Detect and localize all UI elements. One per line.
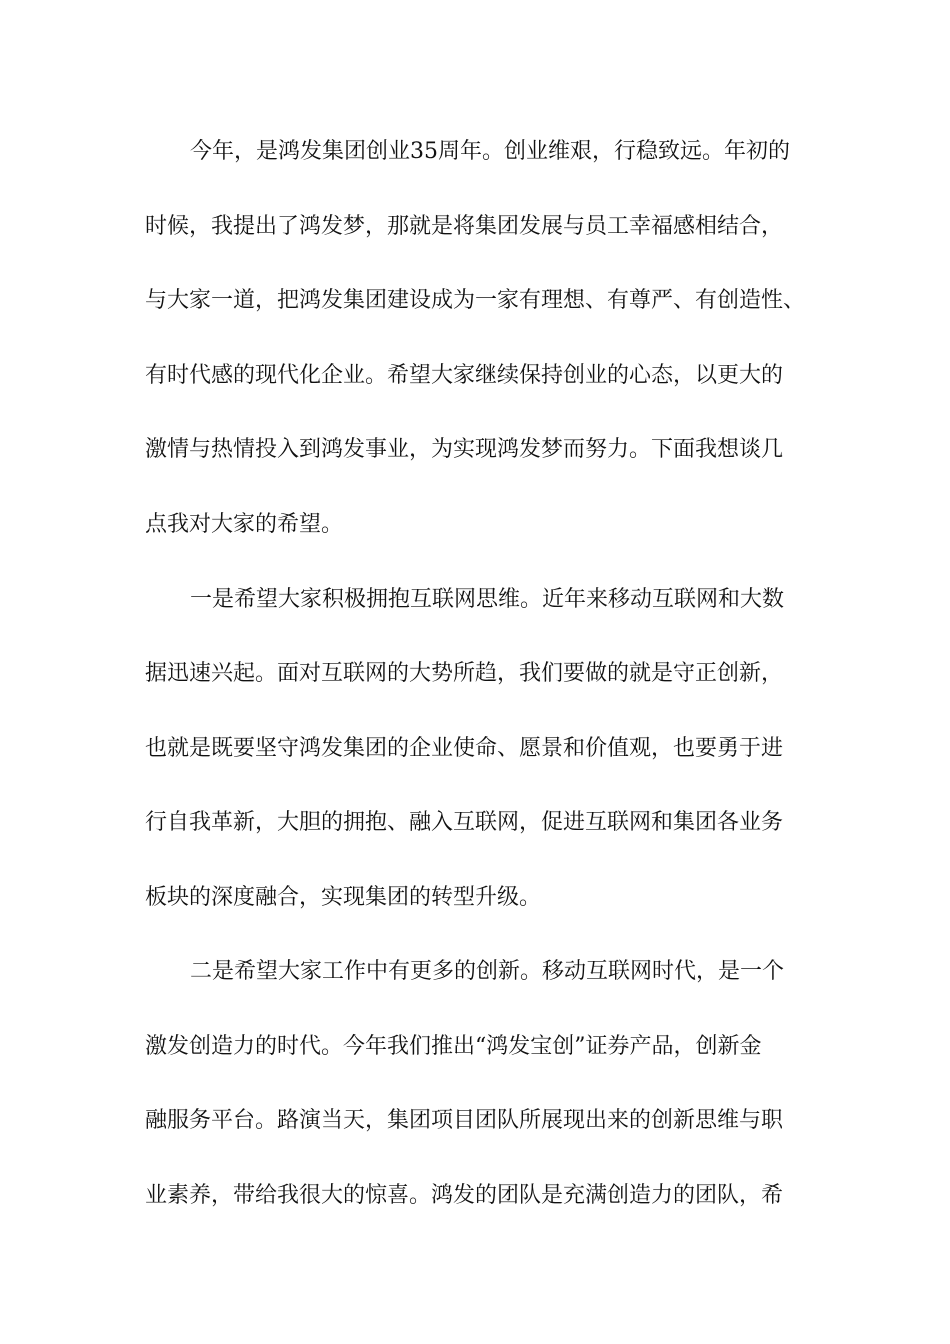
paragraph-1-line-6: 点我对大家的希望。 <box>145 512 344 537</box>
paragraph-2-line-5: 板块的深度融合，实现集团的转型升级。 <box>145 885 542 910</box>
paragraph-1-line-1: 今年，是鸿发集团创业35周年。创业维艰，行稳致远。年初的 <box>190 139 790 164</box>
paragraph-2-line-1: 一是希望大家积极拥抱互联网思维。近年来移动互联网和大数 <box>190 587 785 612</box>
paragraph-3-line-1: 二是希望大家工作中有更多的创新。移动互联网时代，是一个 <box>190 959 785 984</box>
paragraph-2-line-4: 行自我革新，大胆的拥抱、融入互联网，促进互联网和集团各业务 <box>145 810 784 835</box>
paragraph-3-line-2: 激发创造力的时代。今年我们推出“鸿发宝创”证券产品，创新金 <box>145 1034 762 1059</box>
paragraph-1-line-2: 时候，我提出了鸿发梦，那就是将集团发展与员工幸福感相结合， <box>145 214 784 239</box>
paragraph-2-line-2: 据迅速兴起。面对互联网的大势所趋，我们要做的就是守正创新， <box>145 661 784 686</box>
paragraph-1-line-5: 激情与热情投入到鸿发事业，为实现鸿发梦而努力。下面我想谈几 <box>145 437 784 462</box>
paragraph-1-line-4: 有时代感的现代化企业。希望大家继续保持创业的心态，以更大的 <box>145 363 784 388</box>
paragraph-2-line-3: 也就是既要坚守鸿发集团的企业使命、愿景和价值观，也要勇于进 <box>145 736 784 761</box>
paragraph-1-line-3: 与大家一道，把鸿发集团建设成为一家有理想、有尊严、有创造性、 <box>145 288 806 313</box>
paragraph-3-line-4: 业素养，带给我很大的惊喜。鸿发的团队是充满创造力的团队，希 <box>145 1183 784 1208</box>
paragraph-3-line-3: 融服务平台。路演当天，集团项目团队所展现出来的创新思维与职 <box>145 1108 784 1133</box>
